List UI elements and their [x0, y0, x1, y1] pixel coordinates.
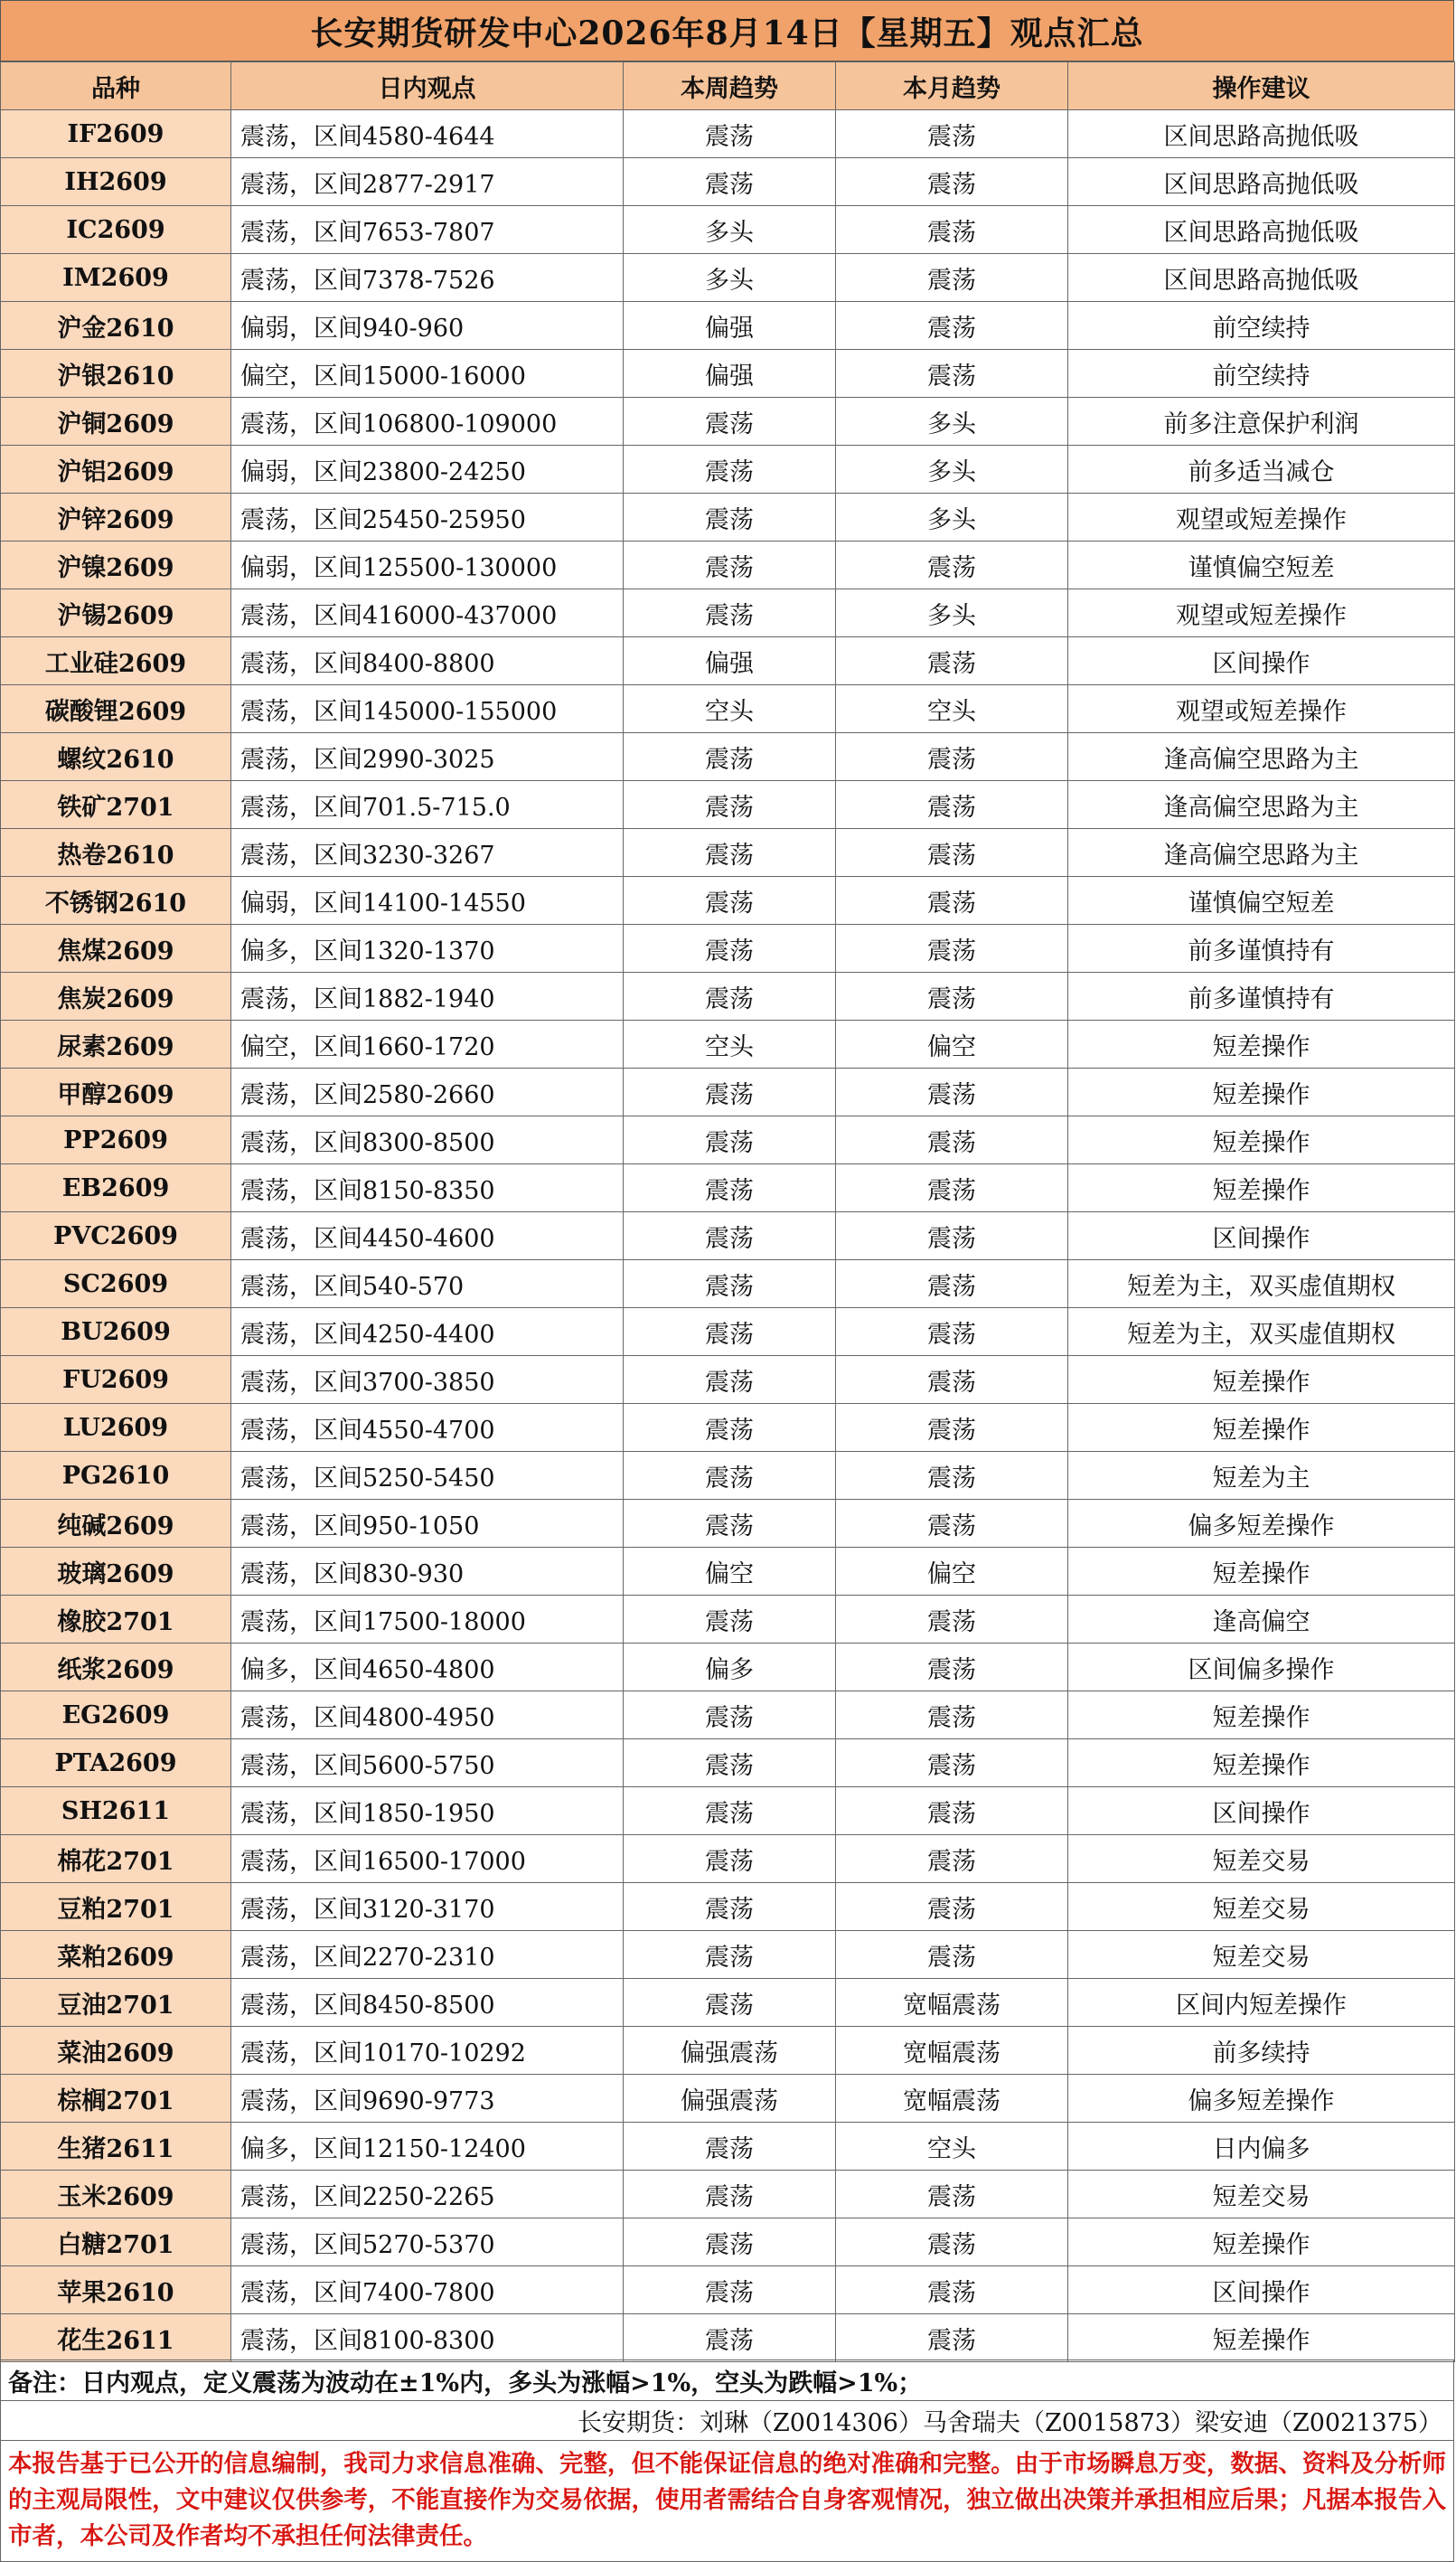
intraday-view-cell: 震荡，区间4450-4600	[231, 1212, 624, 1260]
analyst-credits: 长安期货：刘琳（Z0014306）马舍瑞夫（Z0015873）梁安迪（Z0021375）	[0, 2401, 1454, 2441]
table-row	[1, 254, 1455, 302]
month-trend-cell: 偏空	[836, 1548, 1068, 1596]
variety-cell: IF2609	[1, 110, 231, 158]
suggestion-cell: 区间思路高抛低吸	[1068, 206, 1455, 254]
intraday-view-cell: 震荡，区间7400-7800	[231, 2266, 624, 2314]
week-trend-cell: 震荡	[624, 2314, 836, 2362]
table-row	[1, 1596, 1455, 1644]
month-trend-cell: 震荡	[836, 2218, 1068, 2266]
month-trend-cell: 震荡	[836, 781, 1068, 829]
intraday-view-cell: 偏弱，区间940-960	[231, 302, 624, 350]
suggestion-cell: 前多谨慎持有	[1068, 973, 1455, 1021]
intraday-view-cell: 震荡，区间145000-155000	[231, 685, 624, 733]
variety-cell: 不锈钢2610	[1, 877, 231, 925]
table-row	[1, 733, 1455, 781]
table-row	[1, 2027, 1455, 2075]
month-trend-cell: 震荡	[836, 2171, 1068, 2218]
month-trend-cell: 震荡	[836, 877, 1068, 925]
suggestion-cell: 区间内短差操作	[1068, 1979, 1455, 2027]
variety-cell: 铁矿2701	[1, 781, 231, 829]
suggestion-cell: 逢高偏空思路为主	[1068, 733, 1455, 781]
table-row	[1, 398, 1455, 446]
intraday-view-cell: 偏空，区间1660-1720	[231, 1021, 624, 1069]
suggestion-cell: 观望或短差操作	[1068, 589, 1455, 637]
intraday-view-cell: 震荡，区间5270-5370	[231, 2218, 624, 2266]
month-trend-cell: 震荡	[836, 2314, 1068, 2362]
table-row	[1, 781, 1455, 829]
table-row	[1, 1212, 1455, 1260]
suggestion-cell: 区间思路高抛低吸	[1068, 158, 1455, 206]
week-trend-cell: 震荡	[624, 1787, 836, 1835]
suggestion-cell: 前多续持	[1068, 2027, 1455, 2075]
suggestion-cell: 区间操作	[1068, 1787, 1455, 1835]
table-row	[1, 1500, 1455, 1548]
week-trend-cell: 震荡	[624, 1356, 836, 1404]
variety-cell: 沪银2610	[1, 350, 231, 398]
suggestion-cell: 观望或短差操作	[1068, 685, 1455, 733]
table-row	[1, 302, 1455, 350]
intraday-view-cell: 偏多，区间12150-12400	[231, 2123, 624, 2171]
intraday-view-cell: 震荡，区间8450-8500	[231, 1979, 624, 2027]
suggestion-cell: 短差操作	[1068, 1548, 1455, 1596]
suggestion-cell: 前空续持	[1068, 302, 1455, 350]
suggestion-cell: 短差交易	[1068, 1835, 1455, 1883]
variety-cell: 碳酸锂2609	[1, 685, 231, 733]
table-row	[1, 1021, 1455, 1069]
intraday-view-cell: 震荡，区间8150-8350	[231, 1164, 624, 1212]
week-trend-cell: 偏强震荡	[624, 2075, 836, 2123]
suggestion-cell: 逢高偏空思路为主	[1068, 781, 1455, 829]
suggestion-cell: 短差操作	[1068, 1691, 1455, 1739]
table-row	[1, 685, 1455, 733]
table-row	[1, 2314, 1455, 2362]
table-row	[1, 1739, 1455, 1787]
intraday-view-cell: 震荡，区间5250-5450	[231, 1452, 624, 1500]
table-row	[1, 973, 1455, 1021]
suggestion-cell: 前多谨慎持有	[1068, 925, 1455, 973]
week-trend-cell: 震荡	[624, 1164, 836, 1212]
suggestion-cell: 逢高偏空思路为主	[1068, 829, 1455, 877]
month-trend-cell: 多头	[836, 446, 1068, 494]
table-row	[1, 2075, 1455, 2123]
month-trend-cell: 震荡	[836, 1164, 1068, 1212]
week-trend-cell: 震荡	[624, 1116, 836, 1164]
variety-cell: SC2609	[1, 1260, 231, 1308]
month-trend-cell: 震荡	[836, 542, 1068, 589]
header-variety: 品种	[1, 62, 231, 110]
month-trend-cell: 震荡	[836, 1596, 1068, 1644]
table-row	[1, 877, 1455, 925]
intraday-view-cell: 震荡，区间7653-7807	[231, 206, 624, 254]
intraday-view-cell: 震荡，区间106800-109000	[231, 398, 624, 446]
table-row	[1, 1116, 1455, 1164]
variety-cell: 纸浆2609	[1, 1644, 231, 1691]
suggestion-cell: 前多注意保护利润	[1068, 398, 1455, 446]
table-row	[1, 206, 1455, 254]
week-trend-cell: 震荡	[624, 158, 836, 206]
month-trend-cell: 震荡	[836, 1308, 1068, 1356]
month-trend-cell: 震荡	[836, 1356, 1068, 1404]
suggestion-cell: 偏多短差操作	[1068, 2075, 1455, 2123]
intraday-view-cell: 震荡，区间3120-3170	[231, 1883, 624, 1931]
variety-cell: SH2611	[1, 1787, 231, 1835]
month-trend-cell: 震荡	[836, 350, 1068, 398]
intraday-view-cell: 震荡，区间4580-4644	[231, 110, 624, 158]
table-row	[1, 1260, 1455, 1308]
month-trend-cell: 空头	[836, 2123, 1068, 2171]
week-trend-cell: 空头	[624, 1021, 836, 1069]
week-trend-cell: 震荡	[624, 542, 836, 589]
table-row	[1, 1931, 1455, 1979]
week-trend-cell: 震荡	[624, 1739, 836, 1787]
variety-cell: 热卷2610	[1, 829, 231, 877]
month-trend-cell: 震荡	[836, 206, 1068, 254]
variety-cell: 沪锡2609	[1, 589, 231, 637]
week-trend-cell: 多头	[624, 206, 836, 254]
intraday-view-cell: 震荡，区间25450-25950	[231, 494, 624, 542]
table-row	[1, 2123, 1455, 2171]
intraday-view-cell: 震荡，区间8100-8300	[231, 2314, 624, 2362]
intraday-view-cell: 偏多，区间4650-4800	[231, 1644, 624, 1691]
variety-cell: IH2609	[1, 158, 231, 206]
week-trend-cell: 震荡	[624, 1931, 836, 1979]
variety-cell: 螺纹2610	[1, 733, 231, 781]
table-body	[1, 110, 1455, 2362]
header-week-trend: 本周趋势	[624, 62, 836, 110]
intraday-view-cell: 震荡，区间540-570	[231, 1260, 624, 1308]
intraday-view-cell: 震荡，区间2990-3025	[231, 733, 624, 781]
suggestion-cell: 区间操作	[1068, 637, 1455, 685]
variety-cell: 甲醇2609	[1, 1069, 231, 1116]
week-trend-cell: 震荡	[624, 925, 836, 973]
variety-cell: BU2609	[1, 1308, 231, 1356]
variety-cell: 沪金2610	[1, 302, 231, 350]
variety-cell: 沪锌2609	[1, 494, 231, 542]
variety-cell: IC2609	[1, 206, 231, 254]
table-row	[1, 829, 1455, 877]
table-row	[1, 637, 1455, 685]
variety-cell: 焦炭2609	[1, 973, 231, 1021]
week-trend-cell: 震荡	[624, 110, 836, 158]
week-trend-cell: 震荡	[624, 1260, 836, 1308]
suggestion-cell: 逢高偏空	[1068, 1596, 1455, 1644]
table-row	[1, 925, 1455, 973]
week-trend-cell: 震荡	[624, 494, 836, 542]
month-trend-cell: 震荡	[836, 637, 1068, 685]
week-trend-cell: 震荡	[624, 2218, 836, 2266]
intraday-view-cell: 震荡，区间2270-2310	[231, 1931, 624, 1979]
week-trend-cell: 震荡	[624, 1500, 836, 1548]
week-trend-cell: 震荡	[624, 2171, 836, 2218]
table-row	[1, 1164, 1455, 1212]
variety-cell: 豆油2701	[1, 1979, 231, 2027]
intraday-view-cell: 震荡，区间416000-437000	[231, 589, 624, 637]
month-trend-cell: 多头	[836, 398, 1068, 446]
variety-cell: 沪铜2609	[1, 398, 231, 446]
week-trend-cell: 震荡	[624, 1596, 836, 1644]
week-trend-cell: 震荡	[624, 829, 836, 877]
month-trend-cell: 宽幅震荡	[836, 2075, 1068, 2123]
table-header-row	[1, 62, 1455, 110]
table-row	[1, 110, 1455, 158]
variety-cell: FU2609	[1, 1356, 231, 1404]
intraday-view-cell: 震荡，区间3700-3850	[231, 1356, 624, 1404]
intraday-view-cell: 震荡，区间4550-4700	[231, 1404, 624, 1452]
intraday-view-cell: 震荡，区间5600-5750	[231, 1739, 624, 1787]
suggestion-cell: 短差为主，双买虚值期权	[1068, 1308, 1455, 1356]
variety-cell: EG2609	[1, 1691, 231, 1739]
intraday-view-cell: 震荡，区间10170-10292	[231, 2027, 624, 2075]
table-row	[1, 1644, 1455, 1691]
week-trend-cell: 震荡	[624, 1979, 836, 2027]
month-trend-cell: 震荡	[836, 1069, 1068, 1116]
table-row	[1, 2171, 1455, 2218]
disclaimer-text: 本报告基于已公开的信息编制，我司力求信息准确、完整，但不能保证信息的绝对准确和完整。由于市场瞬息万变，数据、资料及分析师的主观局限性，文中建议仅供参考，不能直接作为交易依据，使用者需结合自身客观情况，独立做出决策并承担相应后果；凡据本报告入市者，本公司及作者均不承担任何法律责任。	[0, 2441, 1454, 2562]
suggestion-cell: 短差为主，双买虚值期权	[1068, 1260, 1455, 1308]
variety-cell: 橡胶2701	[1, 1596, 231, 1644]
suggestion-cell: 区间偏多操作	[1068, 1644, 1455, 1691]
variety-cell: 豆粕2701	[1, 1883, 231, 1931]
month-trend-cell: 震荡	[836, 1644, 1068, 1691]
week-trend-cell: 震荡	[624, 1308, 836, 1356]
week-trend-cell: 偏强震荡	[624, 2027, 836, 2075]
week-trend-cell: 震荡	[624, 733, 836, 781]
week-trend-cell: 多头	[624, 254, 836, 302]
intraday-view-cell: 震荡，区间4800-4950	[231, 1691, 624, 1739]
table-row	[1, 1691, 1455, 1739]
week-trend-cell: 震荡	[624, 973, 836, 1021]
week-trend-cell: 震荡	[624, 2266, 836, 2314]
intraday-view-cell: 震荡，区间2877-2917	[231, 158, 624, 206]
variety-cell: PG2610	[1, 1452, 231, 1500]
suggestion-cell: 短差操作	[1068, 1404, 1455, 1452]
suggestion-cell: 区间操作	[1068, 1212, 1455, 1260]
table-row	[1, 542, 1455, 589]
intraday-view-cell: 震荡，区间8300-8500	[231, 1116, 624, 1164]
table-row	[1, 1835, 1455, 1883]
intraday-view-cell: 震荡，区间7378-7526	[231, 254, 624, 302]
variety-cell: 尿素2609	[1, 1021, 231, 1069]
intraday-view-cell: 震荡，区间17500-18000	[231, 1596, 624, 1644]
month-trend-cell: 震荡	[836, 302, 1068, 350]
variety-cell: 苹果2610	[1, 2266, 231, 2314]
suggestion-cell: 区间操作	[1068, 2266, 1455, 2314]
intraday-view-cell: 震荡，区间830-930	[231, 1548, 624, 1596]
month-trend-cell: 震荡	[836, 254, 1068, 302]
suggestion-cell: 短差操作	[1068, 2218, 1455, 2266]
week-trend-cell: 震荡	[624, 877, 836, 925]
month-trend-cell: 震荡	[836, 1739, 1068, 1787]
week-trend-cell: 震荡	[624, 1452, 836, 1500]
variety-cell: 棕榈2701	[1, 2075, 231, 2123]
variety-cell: 玉米2609	[1, 2171, 231, 2218]
intraday-view-cell: 震荡，区间4250-4400	[231, 1308, 624, 1356]
remark-note: 备注：日内观点，定义震荡为波动在±1%内，多头为涨幅>1%，空头为跌幅>1%；	[0, 2359, 1454, 2401]
week-trend-cell: 震荡	[624, 1212, 836, 1260]
variety-cell: 玻璃2609	[1, 1548, 231, 1596]
variety-cell: EB2609	[1, 1164, 231, 1212]
week-trend-cell: 偏强	[624, 302, 836, 350]
table-row	[1, 446, 1455, 494]
week-trend-cell: 震荡	[624, 1069, 836, 1116]
intraday-view-cell: 偏多，区间1320-1370	[231, 925, 624, 973]
table-row	[1, 494, 1455, 542]
intraday-view-cell: 震荡，区间2250-2265	[231, 2171, 624, 2218]
suggestion-cell: 谨慎偏空短差	[1068, 877, 1455, 925]
intraday-view-cell: 偏弱，区间23800-24250	[231, 446, 624, 494]
month-trend-cell: 震荡	[836, 1116, 1068, 1164]
intraday-view-cell: 偏弱，区间14100-14550	[231, 877, 624, 925]
views-table	[0, 61, 1455, 2362]
table-row	[1, 589, 1455, 637]
week-trend-cell: 震荡	[624, 781, 836, 829]
intraday-view-cell: 震荡，区间16500-17000	[231, 1835, 624, 1883]
table-row	[1, 2266, 1455, 2314]
table-row	[1, 2218, 1455, 2266]
month-trend-cell: 多头	[836, 589, 1068, 637]
header-intraday-view: 日内观点	[231, 62, 624, 110]
week-trend-cell: 震荡	[624, 398, 836, 446]
week-trend-cell: 震荡	[624, 1835, 836, 1883]
month-trend-cell: 震荡	[836, 2266, 1068, 2314]
suggestion-cell: 谨慎偏空短差	[1068, 542, 1455, 589]
suggestion-cell: 短差操作	[1068, 1739, 1455, 1787]
suggestion-cell: 前多适当减仓	[1068, 446, 1455, 494]
suggestion-cell: 短差操作	[1068, 1021, 1455, 1069]
suggestion-cell: 短差为主	[1068, 1452, 1455, 1500]
month-trend-cell: 震荡	[836, 925, 1068, 973]
week-trend-cell: 震荡	[624, 1404, 836, 1452]
month-trend-cell: 宽幅震荡	[836, 2027, 1068, 2075]
intraday-view-cell: 偏弱，区间125500-130000	[231, 542, 624, 589]
week-trend-cell: 震荡	[624, 2123, 836, 2171]
month-trend-cell: 宽幅震荡	[836, 1979, 1068, 2027]
month-trend-cell: 震荡	[836, 973, 1068, 1021]
variety-cell: PP2609	[1, 1116, 231, 1164]
month-trend-cell: 震荡	[836, 1883, 1068, 1931]
intraday-view-cell: 震荡，区间8400-8800	[231, 637, 624, 685]
variety-cell: 菜油2609	[1, 2027, 231, 2075]
suggestion-cell: 日内偏多	[1068, 2123, 1455, 2171]
month-trend-cell: 空头	[836, 685, 1068, 733]
table-row	[1, 1883, 1455, 1931]
month-trend-cell: 震荡	[836, 733, 1068, 781]
intraday-view-cell: 震荡，区间1882-1940	[231, 973, 624, 1021]
suggestion-cell: 短差交易	[1068, 1883, 1455, 1931]
intraday-view-cell: 震荡，区间9690-9773	[231, 2075, 624, 2123]
suggestion-cell: 短差操作	[1068, 1116, 1455, 1164]
variety-cell: 焦煤2609	[1, 925, 231, 973]
suggestion-cell: 短差操作	[1068, 1164, 1455, 1212]
month-trend-cell: 震荡	[836, 1787, 1068, 1835]
variety-cell: PVC2609	[1, 1212, 231, 1260]
month-trend-cell: 震荡	[836, 110, 1068, 158]
week-trend-cell: 震荡	[624, 1691, 836, 1739]
table-row	[1, 1548, 1455, 1596]
week-trend-cell: 偏空	[624, 1548, 836, 1596]
table-row	[1, 158, 1455, 206]
suggestion-cell: 短差操作	[1068, 1356, 1455, 1404]
variety-cell: 工业硅2609	[1, 637, 231, 685]
intraday-view-cell: 震荡，区间3230-3267	[231, 829, 624, 877]
month-trend-cell: 震荡	[836, 158, 1068, 206]
variety-cell: 白糖2701	[1, 2218, 231, 2266]
suggestion-cell: 区间思路高抛低吸	[1068, 110, 1455, 158]
table-row	[1, 1979, 1455, 2027]
header-month-trend: 本月趋势	[836, 62, 1068, 110]
table-row	[1, 1404, 1455, 1452]
intraday-view-cell: 震荡，区间950-1050	[231, 1500, 624, 1548]
variety-cell: IM2609	[1, 254, 231, 302]
table-row	[1, 350, 1455, 398]
header-suggestion: 操作建议	[1068, 62, 1455, 110]
suggestion-cell: 短差操作	[1068, 2314, 1455, 2362]
suggestion-cell: 偏多短差操作	[1068, 1500, 1455, 1548]
week-trend-cell: 偏强	[624, 637, 836, 685]
suggestion-cell: 观望或短差操作	[1068, 494, 1455, 542]
suggestion-cell: 前空续持	[1068, 350, 1455, 398]
table-row	[1, 1356, 1455, 1404]
intraday-view-cell: 震荡，区间1850-1950	[231, 1787, 624, 1835]
month-trend-cell: 震荡	[836, 1452, 1068, 1500]
intraday-view-cell: 震荡，区间2580-2660	[231, 1069, 624, 1116]
variety-cell: 沪铝2609	[1, 446, 231, 494]
suggestion-cell: 短差交易	[1068, 2171, 1455, 2218]
month-trend-cell: 震荡	[836, 1691, 1068, 1739]
month-trend-cell: 震荡	[836, 829, 1068, 877]
variety-cell: 菜粕2609	[1, 1931, 231, 1979]
month-trend-cell: 震荡	[836, 1404, 1068, 1452]
variety-cell: 纯碱2609	[1, 1500, 231, 1548]
week-trend-cell: 震荡	[624, 589, 836, 637]
month-trend-cell: 偏空	[836, 1021, 1068, 1069]
intraday-view-cell: 震荡，区间701.5-715.0	[231, 781, 624, 829]
suggestion-cell: 短差操作	[1068, 1069, 1455, 1116]
table-row	[1, 1069, 1455, 1116]
week-trend-cell: 震荡	[624, 446, 836, 494]
month-trend-cell: 多头	[836, 494, 1068, 542]
month-trend-cell: 震荡	[836, 1212, 1068, 1260]
intraday-view-cell: 偏空，区间15000-16000	[231, 350, 624, 398]
month-trend-cell: 震荡	[836, 1500, 1068, 1548]
variety-cell: LU2609	[1, 1404, 231, 1452]
variety-cell: 生猪2611	[1, 2123, 231, 2171]
page-title: 长安期货研发中心2026年8月14日【星期五】观点汇总	[0, 0, 1454, 61]
table-row	[1, 1308, 1455, 1356]
variety-cell: 棉花2701	[1, 1835, 231, 1883]
month-trend-cell: 震荡	[836, 1835, 1068, 1883]
week-trend-cell: 偏多	[624, 1644, 836, 1691]
suggestion-cell: 短差交易	[1068, 1931, 1455, 1979]
week-trend-cell: 震荡	[624, 1883, 836, 1931]
variety-cell: 沪镍2609	[1, 542, 231, 589]
week-trend-cell: 空头	[624, 685, 836, 733]
variety-cell: PTA2609	[1, 1739, 231, 1787]
month-trend-cell: 震荡	[836, 1260, 1068, 1308]
week-trend-cell: 偏强	[624, 350, 836, 398]
table-row	[1, 1787, 1455, 1835]
month-trend-cell: 震荡	[836, 1931, 1068, 1979]
table-row	[1, 1452, 1455, 1500]
suggestion-cell: 区间思路高抛低吸	[1068, 254, 1455, 302]
variety-cell: 花生2611	[1, 2314, 231, 2362]
